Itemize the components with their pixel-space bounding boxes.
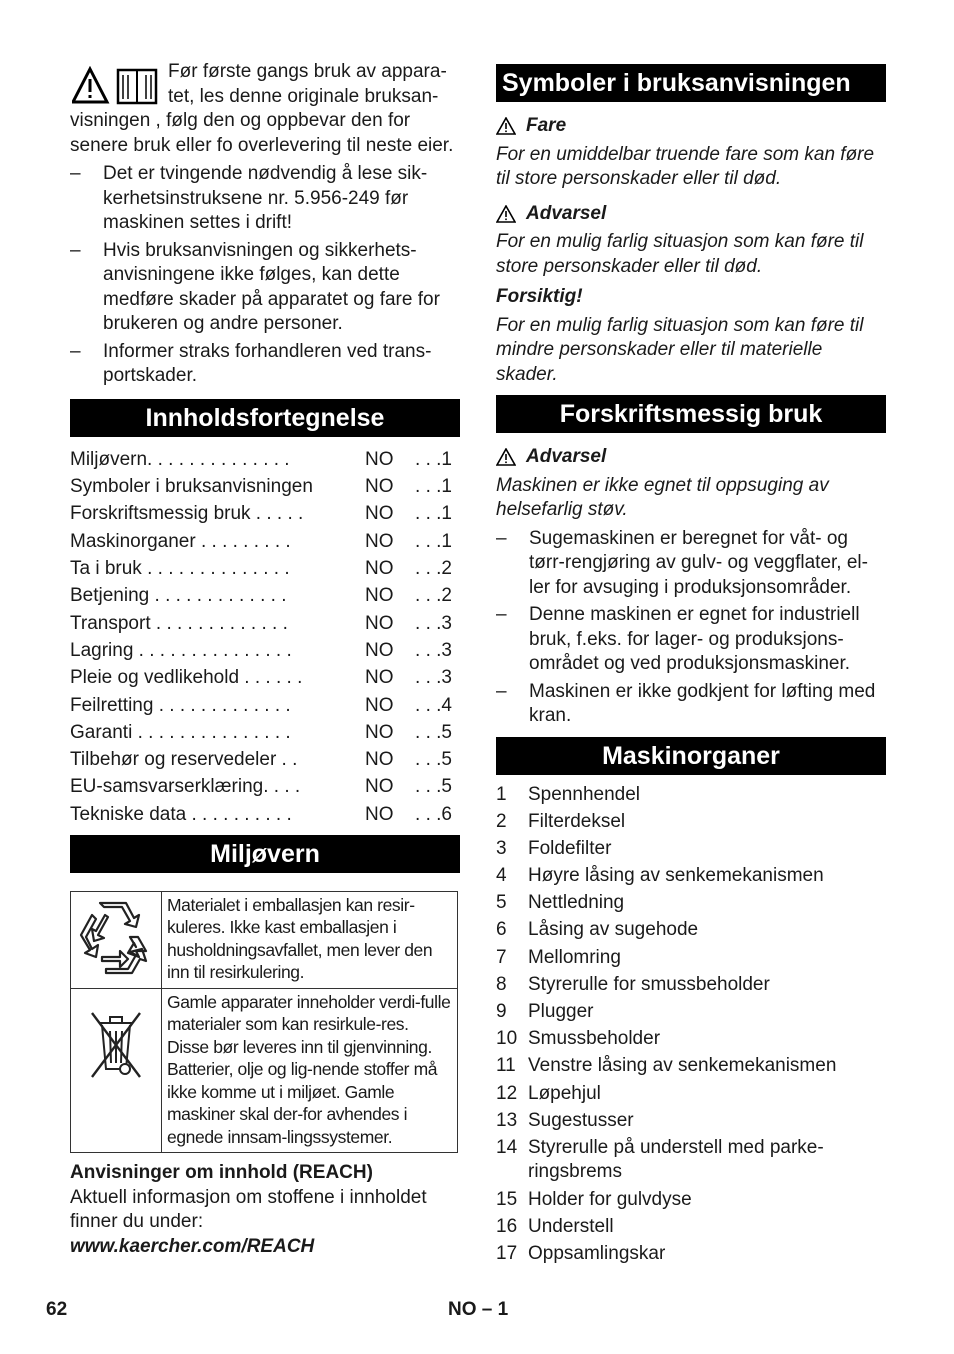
list-item: 6 Låsing av sugehode <box>496 919 699 941</box>
reach-text: Aktuell informasjon om stoffene i innholdet finner du under: <box>70 1186 427 1233</box>
list-item: 16 Understell <box>496 1215 614 1237</box>
list-item: 3 Foldefilter <box>496 837 612 859</box>
list-item: 10 Smussbeholder <box>496 1028 661 1050</box>
usage-list <box>496 527 886 729</box>
crossed-bin-icon <box>86 1003 146 1083</box>
list-item: – Sugemaskinen er beregnet for våt- og tørr-rengjøring av gulv- og veggflater, el-ler for avsuging i produksjonsområder. <box>496 527 886 601</box>
env-text: Gamle apparater inneholder verdi-fulle materialer som kan resirkule-res. Disse bør leveres inn til gjenvinning. Batterier, olje og lig-nende stoffer må ikke komme ut i miljøet. Gamle maskiner skal der-for avhendes i egnede innsam-lingssystemer. <box>162 988 458 1153</box>
toc-entry[interactable]: Tekniske data . . . . . . . . . . NO . . .6 <box>70 803 452 825</box>
toc-entry[interactable]: Feilretting . . . . . . . . . . . . . NO . . .4 <box>70 694 452 716</box>
toc-entry[interactable]: Ta i bruk . . . . . . . . . . . . . . NO . . .2 <box>70 558 452 580</box>
list-item: 12 Løpehjul <box>496 1082 601 1104</box>
env-table <box>70 891 458 1154</box>
toc-entry[interactable]: EU-samsvarserklæring. . . . NO . . .5 <box>70 776 452 798</box>
list-item: – Maskinen er ikke godkjent for løfting med kran. <box>496 680 886 729</box>
language-page-label: NO – 1 <box>448 1299 509 1320</box>
list-item: 5 Nettledning <box>496 892 625 914</box>
page-number: 62 <box>46 1299 68 1320</box>
env-heading: Miljøvern <box>70 835 460 873</box>
warning-icon <box>496 117 516 135</box>
toc-entry[interactable]: Lagring . . . . . . . . . . . . . . . NO . . .3 <box>70 639 452 661</box>
intro-line-rest: visningen , følg den og oppbevar den for senere bruk eller fo overlevering til neste eier. <box>70 110 454 156</box>
list-item: 17 Oppsamlingskar <box>496 1243 666 1264</box>
advarsel-label: Advarsel <box>496 202 886 227</box>
env-icon-cell <box>71 988 162 1153</box>
toc-entry[interactable]: Symboler i bruksanvisningen NO . . .1 <box>70 476 452 498</box>
fare-label: Fare <box>496 114 886 139</box>
list-item: – Denne maskinen er egnet for industriell bruk, f.eks. for lager- og produksjons-området og ved produksjonsmaskiner. <box>496 603 886 677</box>
list-item: 1 Spennhendel <box>496 783 640 805</box>
intro-list <box>70 162 460 389</box>
list-item: 2 Filterdeksel <box>496 810 626 832</box>
toc-entry[interactable]: Forskriftsmessig bruk . . . . . NO . . .1 <box>70 503 452 525</box>
list-item: 9 Plugger <box>496 1001 594 1022</box>
list-item: 15 Holder for gulvdyse <box>496 1188 692 1210</box>
intro-line-1: Før første gangs bruk av appara- <box>168 61 447 82</box>
advarsel-text: For en mulig farlig situasjon som kan føre til store personskader eller til død. <box>496 231 864 277</box>
forsiktig-label: Forsiktig! <box>496 286 583 307</box>
list-item: 8 Styrerulle for smussbeholder <box>496 973 770 995</box>
recycling-icon <box>78 897 154 977</box>
list-item: 13 Sugestusser <box>496 1109 634 1131</box>
usage-warn-text: Maskinen er ikke egnet til oppsuging av helsefarlig støv. <box>496 474 829 520</box>
fare-text: For en umiddelbar truende fare som kan føre til store personskader eller til død. <box>496 143 875 189</box>
warning-icon <box>496 448 516 466</box>
usage-warn-label: Advarsel <box>496 445 886 470</box>
warning-icon <box>496 205 516 223</box>
toc-entry[interactable]: Transport . . . . . . . . . . . . . NO . . .3 <box>70 612 452 634</box>
list-item: 4 Høyre låsing av senkemekanismen <box>496 865 824 887</box>
toc-entry[interactable]: Miljøvern. . . . . . . . . . . . . . NO . . .1 <box>70 448 452 470</box>
env-text: Materialet i emballasjen kan resir-kuleres. Ikke kast emballasjen i husholdningsavfallet, men lever den inn til resirkulering. <box>162 891 458 988</box>
list-item: 7 Mellomring <box>496 946 621 968</box>
table-row <box>71 891 458 988</box>
toc-list <box>70 447 460 829</box>
list-item: – Informer straks forhandleren ved trans-portskader. <box>70 340 460 389</box>
env-icon-cell <box>71 891 162 988</box>
left-column <box>70 60 460 1259</box>
intro-section <box>70 60 460 389</box>
usage-heading: Forskriftsmessig bruk <box>496 395 886 433</box>
intro-line-2: tet, les denne originale bruksan- <box>168 85 439 107</box>
symbols-heading: Symboler i bruksanvisningen <box>496 64 886 102</box>
toc-entry[interactable]: Garanti . . . . . . . . . . . . . . . NO . . .5 <box>70 721 452 743</box>
list-item: 11 Venstre låsing av senkemekanismen <box>496 1055 837 1077</box>
toc-heading: Innholdsfortegnelse <box>70 399 460 437</box>
forsiktig-text: For en mulig farlig situasjon som kan føre til mindre personskader eller til materielle skader. <box>496 314 864 385</box>
warning-manual-icon <box>72 66 162 106</box>
toc-entry[interactable]: Maskinorganer . . . . . . . . . NO . . .1 <box>70 530 452 552</box>
parts-list <box>496 783 886 1267</box>
reach-title: Anvisninger om innhold (REACH) <box>70 1162 373 1184</box>
toc-entry[interactable]: Pleie og vedlikehold . . . . . . NO . . .3 <box>70 667 452 689</box>
reach-link[interactable]: www.kaercher.com/REACH <box>70 1235 315 1257</box>
toc-entry[interactable]: Betjening . . . . . . . . . . . . . NO . . .2 <box>70 585 452 607</box>
right-column <box>496 60 886 1269</box>
list-item: – Det er tvingende nødvendig å lese sik-kerhetsinstruksene nr. 5.956-249 før maskinen settes i drift! <box>70 162 460 236</box>
parts-heading: Maskinorganer <box>496 737 886 775</box>
table-row <box>71 988 458 1153</box>
list-item: 14 Styrerulle på understell med parke-ringsbrems <box>496 1136 824 1183</box>
list-item: – Hvis bruksanvisningen og sikkerhets-anvisningene ikke følges, kan dette medføre skader på apparatet og fare for brukeren og andre personer. <box>70 239 460 337</box>
toc-entry[interactable]: Tilbehør og reservedeler . . NO . . .5 <box>70 749 452 771</box>
